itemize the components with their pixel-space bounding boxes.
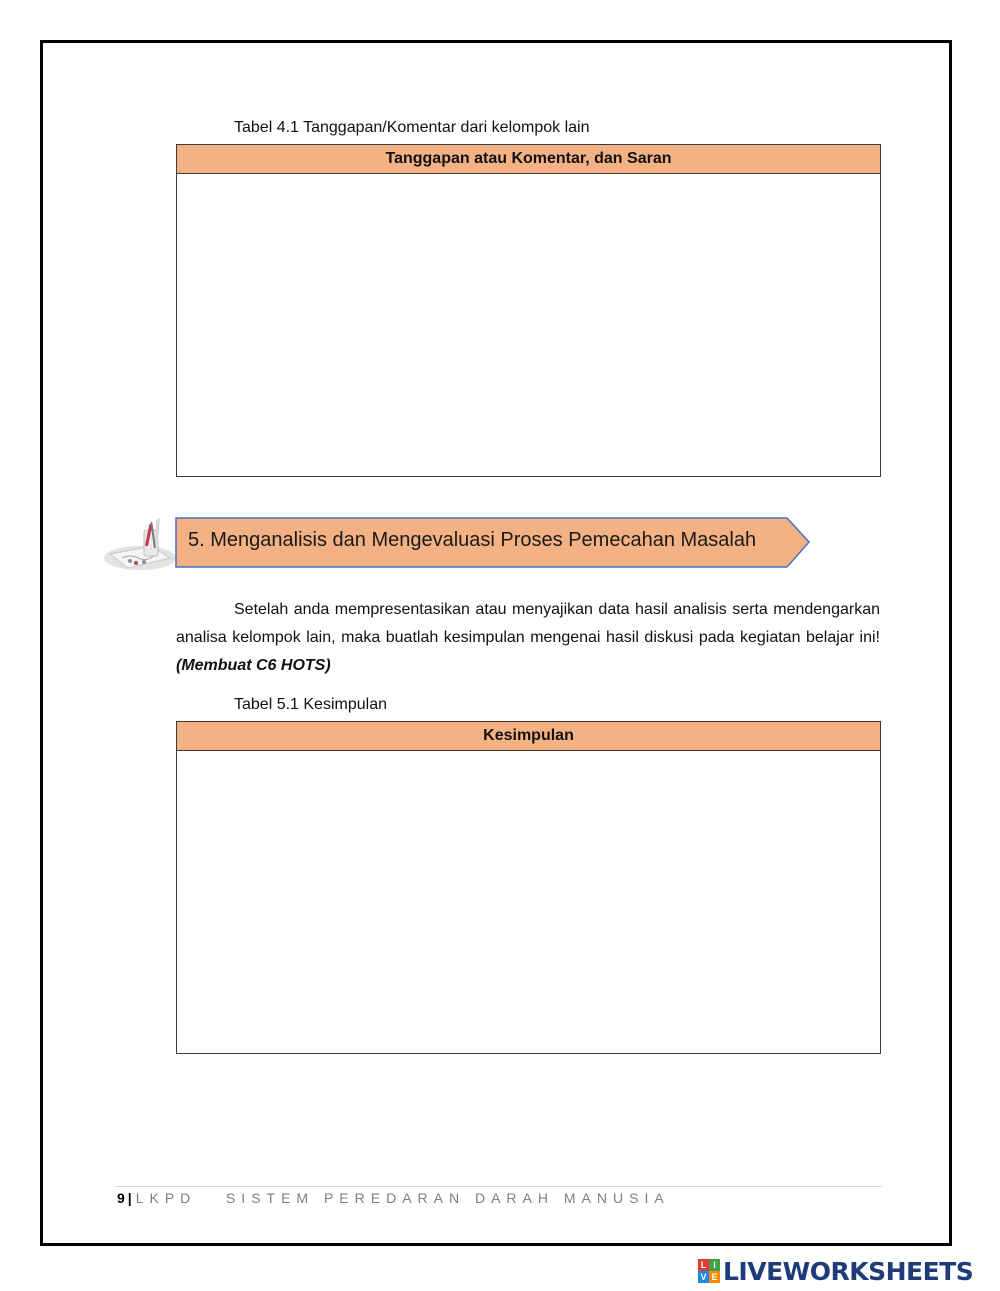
table-4-1-caption: Tabel 4.1 Tanggapan/Komentar dari kelompok lain [234,119,590,136]
table-5-1-answer-input[interactable] [177,751,880,1053]
instruction-paragraph [176,596,880,680]
table-5-1-caption: Tabel 5.1 Kesimpulan [234,696,387,713]
table-5-1-body [177,751,880,1053]
table-5-1-header: Kesimpulan [177,722,880,751]
footer-title: LKPD SISTEM PEREDARAN DARAH MANUSIA [135,1190,670,1206]
footer-separator: | [127,1190,132,1206]
table-4-1-header: Tanggapan atau Komentar, dan Saran [177,145,880,174]
table-5-1 [176,721,881,1054]
brand-name: LIVEWORKSHEETS [723,1256,974,1286]
hots-emphasis: (Membuat C6 HOTS) [176,657,331,674]
instruction-text: Setelah anda mempresentasikan atau menyajikan data hasil analisis serta mendengarkan analisa kelompok lain, maka buatlah kesimpulan mengenai hasil diskusi pada kegiatan belajar ini! [176,601,880,646]
table-4-1-answer-input[interactable] [177,174,880,476]
footer-divider [115,1186,882,1187]
logo-letter-v: V [698,1271,709,1283]
logo-letter-l: L [698,1259,709,1271]
pen-and-paper-icon [100,518,178,580]
page-footer [117,1190,670,1206]
page-number: 9 [117,1190,125,1206]
section-5-title: 5. Menganalisis dan Mengevaluasi Proses Pemecahan Masalah [188,529,757,551]
logo-letter-i: I [709,1259,720,1271]
section-5-banner [175,517,815,569]
logo-letter-e: E [709,1271,720,1283]
table-4-1-body [177,174,880,476]
table-4-1 [176,144,881,477]
liveworksheets-brand[interactable] [698,1256,973,1286]
liveworksheets-logo-icon [698,1259,720,1283]
